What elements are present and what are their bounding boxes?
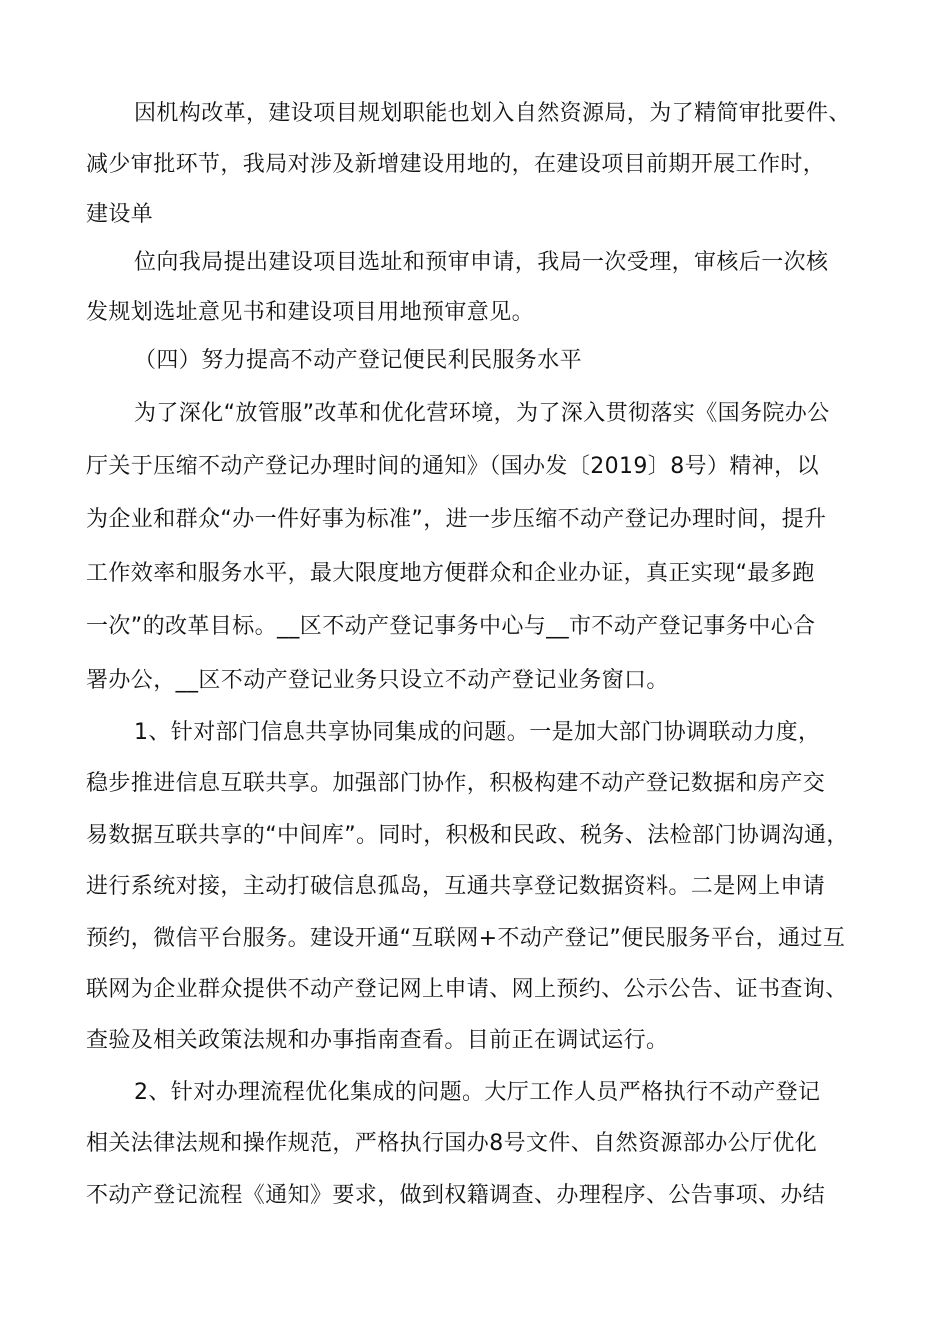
paragraph-line: 1、针对部门信息共享协同集成的问题。一是加大部门协调联动力度， (134, 720, 821, 745)
paragraph-line: 位向我局提出建设项目选址和预审申请，我局一次受理，审核后一次核 (134, 250, 829, 275)
paragraph-line: 一次”的改革目标。__区不动产登记事务中心与__市不动产登记事务中心合 (86, 614, 816, 639)
paragraph-line: 减少审批环节，我局对涉及新增建设用地的，在建设项目前期开展工作时， (86, 152, 826, 177)
paragraph-line: 预约，微信平台服务。建设开通“互联网+不动产登记”便民服务平台，通过互 (86, 926, 846, 951)
paragraph-line: 进行系统对接，主动打破信息孤岛，互通共享登记数据资料。二是网上申请 (86, 874, 826, 899)
paragraph-line: 不动产登记流程《通知》要求，做到权籍调查、办理程序、公告事项、办结 (86, 1183, 826, 1208)
paragraph-line: 相关法律法规和操作规范，严格执行国办8号文件、自然资源部办公厅优化 (86, 1131, 818, 1156)
paragraph-line: 2、针对办理流程优化集成的问题。大厅工作人员严格执行不动产登记 (134, 1080, 821, 1105)
paragraph-line: 因机构改革，建设项目规划职能也划入自然资源局，为了精简审批要件、 (134, 101, 851, 126)
paragraph-line: 易数据互联共享的“中间库”。同时，积极和民政、税务、法检部门协调沟通， (86, 823, 849, 848)
paragraph-line: 为了深化“放管服”改革和优化营环境，为了深入贯彻落实《国务院办公 (134, 401, 830, 426)
paragraph-line: 联网为企业群众提供不动产登记网上申请、网上预约、公示公告、证书查询、 (86, 977, 848, 1002)
paragraph-line: 为企业和群众“办一件好事为标准”，进一步压缩不动产登记办理时间，提升 (86, 507, 827, 532)
paragraph-line: 建设单 (86, 202, 154, 227)
section-heading: （四）努力提高不动产登记便民利民服务水平 (134, 348, 583, 373)
paragraph-line: 署办公，__区不动产登记业务只设立不动产登记业务窗口。 (86, 668, 669, 693)
paragraph-line: 查验及相关政策法规和办事指南查看。目前正在调试运行。 (86, 1028, 669, 1053)
paragraph-line: 工作效率和服务水平，最大限度地方便群众和企业办证，真正实现“最多跑 (86, 561, 815, 586)
paragraph-line: 厅关于压缩不动产登记办理时间的通知》（国办发〔2019〕8号）精神，以 (86, 454, 819, 479)
paragraph-line: 稳步推进信息互联共享。加强部门协作，积极构建不动产登记数据和房产交 (86, 771, 826, 796)
paragraph-line: 发规划选址意见书和建设项目用地预审意见。 (86, 300, 535, 325)
